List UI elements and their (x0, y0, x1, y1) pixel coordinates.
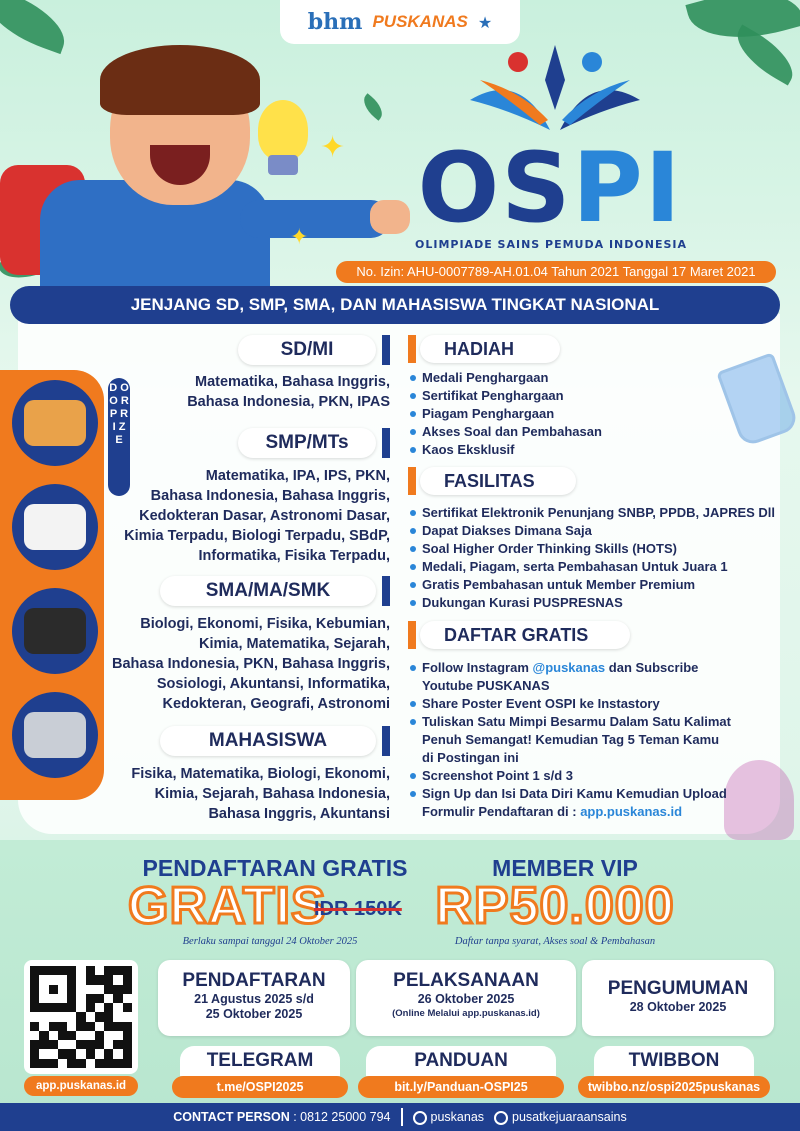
twibbon-heading: TWIBBON (594, 1046, 754, 1076)
panduan-heading: PANDUAN (366, 1046, 556, 1076)
execution-box (356, 960, 576, 1036)
sparkle-icon: ✦ (320, 130, 346, 165)
category-sma-heading: SMA/MA/SMK (160, 576, 376, 606)
sparkle-icon: ✦ (290, 225, 309, 250)
lightbulb-base (268, 155, 298, 175)
star-icon: ★ (477, 12, 493, 32)
free-registration-title: PENDAFTARAN GRATIS (142, 855, 408, 881)
registration-period-box (158, 960, 350, 1036)
category-mahasiswa-subjects: Fisika, Matematika, Biologi, Ekonomi, Kimia, Sejarah, Bahasa Indonesia, Bahasa Inggris, Akuntansi (131, 766, 390, 822)
kid-hair-illustration (100, 45, 260, 115)
announcement-box (582, 960, 774, 1036)
puskanas-logo: PUSKANAS (372, 12, 468, 31)
social-handle-2[interactable]: pusatkejuaraansains (494, 1103, 627, 1131)
vip-price: RP50.000 (435, 877, 675, 935)
free-price-note: Berlaku sampai tanggal 24 Oktober 2025 (182, 936, 358, 947)
list-item: Dukungan Kurasi PUSPRESNAS (410, 594, 780, 612)
telegram-heading: TELEGRAM (180, 1046, 340, 1076)
instagram-icon (494, 1111, 508, 1125)
execution-date: 26 Oktober 2025 (417, 992, 515, 1006)
announcement-date: 28 Oktober 2025 (629, 1000, 727, 1014)
execution-title: PELAKSANAAN (393, 970, 539, 991)
ospi-title: OSPI (417, 132, 683, 244)
announcement-title: PENGUMUMAN (607, 978, 749, 999)
fasilitas-heading: FASILITAS (420, 467, 576, 495)
pointing-arm-illustration (240, 200, 390, 238)
list-item: Piagam Penghargaan (410, 405, 750, 423)
qr-code[interactable] (24, 960, 138, 1074)
list-item: Tuliskan Satu Mimpi Besarmu Dalam Satu Kalimat Penuh Semangat! Kemudian Tag 5 Teman Kamu di Postingan ini (410, 713, 780, 767)
lightbulb-icon (258, 100, 308, 160)
social-handle-1[interactable]: puskanas (413, 1103, 485, 1131)
partner-logos (280, 0, 520, 44)
list-item: Sign Up dan Isi Data Diri Kamu Kemudian Upload Formulir Pendaftaran di : app.puskanas.id (410, 785, 780, 821)
qr-link-label[interactable]: app.puskanas.id (24, 1076, 138, 1096)
registration-title: PENDAFTARAN (182, 970, 326, 991)
category-mahasiswa-heading: MAHASISWA (160, 726, 376, 756)
list-item: Kaos Eksklusif (410, 441, 750, 459)
daftar-heading: DAFTAR GRATIS (420, 621, 630, 649)
registration-date-end: 25 Oktober 2025 (205, 1007, 303, 1021)
execution-note: (Online Melalui app.puskanas.id) (392, 1008, 540, 1019)
ospi-subtitle: OLIMPIADE SAINS PEMUDA INDONESIA (415, 238, 687, 251)
vip-price-note: Daftar tanpa syarat, Akses soal & Pembahasan (454, 936, 656, 947)
leaf-decoration (359, 93, 388, 120)
hadiah-heading: HADIAH (420, 335, 560, 363)
list-item: Share Poster Event OSPI ke Instastory (410, 695, 780, 713)
category-smp-heading: SMP/MTs (238, 428, 376, 458)
divider (401, 1108, 403, 1126)
category-sma-subjects: Biologi, Ekonomi, Fisika, Kebumian, Kimia, Matematika, Sejarah, Bahasa Indonesia, PKN, Bahasa Inggris, Sosiologi, Akuntansi, Informatika, Kedokteran, Geografi, Astronomi (112, 616, 390, 712)
prize-powerbank-icon (12, 692, 98, 778)
category-sdmi-subjects: Matematika, Bahasa Inggris, Bahasa Indonesia, PKN, IPAS (187, 374, 390, 410)
list-item: Sertifikat Elektronik Penunjang SNBP, PPDB, JAPRES Dll (410, 504, 780, 522)
list-item: Akses Soal dan Pembahasan (410, 423, 750, 441)
panduan-link[interactable]: bit.ly/Panduan-OSPI25 (358, 1076, 564, 1098)
old-price: IDR 150K (314, 898, 402, 920)
prize-smartwatch-icon (12, 588, 98, 674)
free-price: GRATIS (128, 877, 327, 935)
list-item: Screenshot Point 1 s/d 3 (410, 767, 780, 785)
category-sdmi-heading: SD/MI (238, 335, 376, 365)
prize-earbuds-icon (12, 484, 98, 570)
instagram-link[interactable]: @puskanas (532, 660, 606, 675)
list-item: Soal Higher Order Thinking Skills (HOTS) (410, 540, 780, 558)
registration-link[interactable]: app.puskanas.id (580, 804, 683, 819)
fasilitas-list (410, 504, 780, 612)
daftar-list (410, 659, 780, 821)
prize-books-icon (12, 380, 98, 466)
contact-person: CONTACT PERSON : 0812 25000 794 (173, 1110, 391, 1124)
list-item: Sertifikat Penghargaan (410, 387, 750, 405)
license-badge: No. Izin: AHU-0007789-AH.01.04 Tahun 2021 Tanggal 17 Maret 2021 (336, 261, 776, 283)
list-item: Dapat Diakses Dimana Saja (410, 522, 780, 540)
instagram-icon (413, 1111, 427, 1125)
telegram-link[interactable]: t.me/OSPI2025 (172, 1076, 348, 1098)
bhm-logo: bhm (307, 9, 363, 35)
list-item: Medali Penghargaan (410, 369, 750, 387)
hadiah-list (410, 369, 750, 459)
list-item: Gratis Pembahasan untuk Member Premium (410, 576, 780, 594)
doorprize-label: D O O R P R I Z E (108, 378, 130, 496)
category-smp-subjects: Matematika, IPA, IPS, PKN, Bahasa Indonesia, Bahasa Inggris, Kedokteran Dasar, Astronomi Dasar, Kimia Terpadu, Biologi Terpadu, SBdP, Informatika, Fisika Terpadu, (124, 468, 390, 564)
registration-date-start: 21 Agustus 2025 s/d (194, 992, 314, 1006)
vip-title: MEMBER VIP (492, 855, 638, 881)
list-item: Follow Instagram @puskanas dan Subscribe Youtube PUSKANAS (410, 659, 780, 695)
list-item: Medali, Piagam, serta Pembahasan Untuk Juara 1 (410, 558, 780, 576)
footer-bar (0, 1103, 800, 1131)
twibbon-link[interactable]: twibbo.nz/ospi2025puskanas (578, 1076, 770, 1098)
levels-banner: JENJANG SD, SMP, SMA, DAN MAHASISWA TINGKAT NASIONAL (10, 286, 780, 324)
leaf-decoration (0, 0, 74, 54)
